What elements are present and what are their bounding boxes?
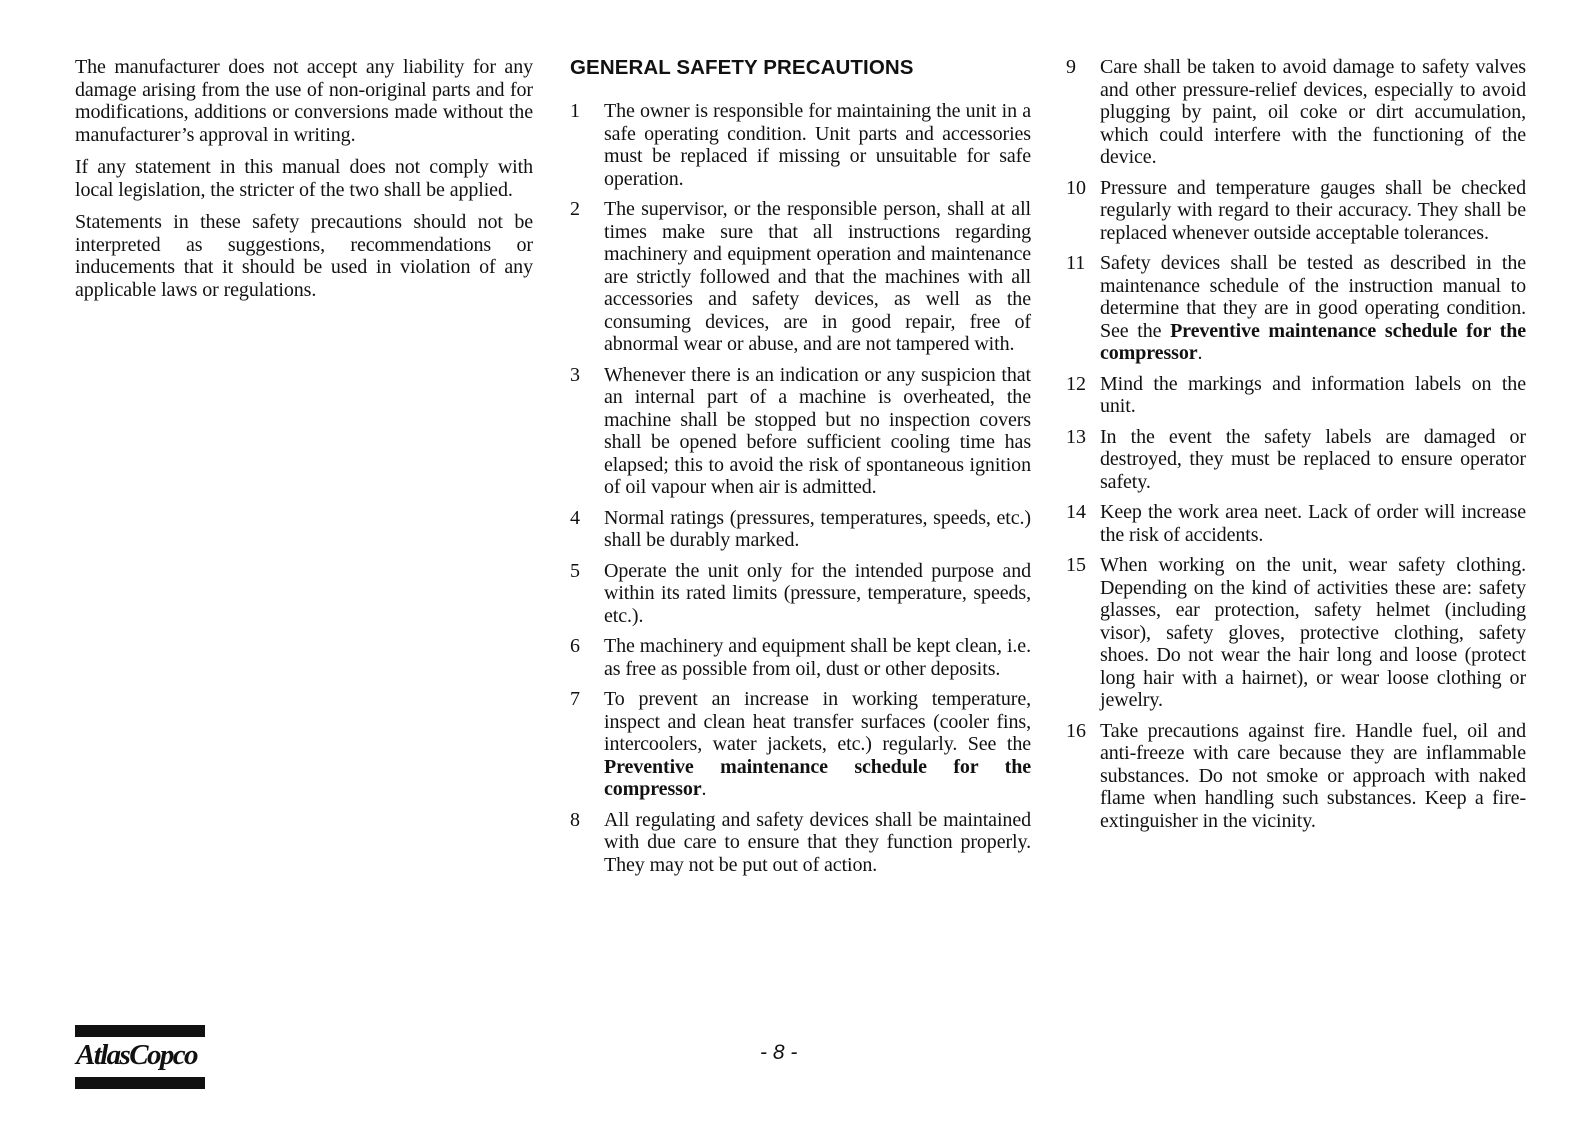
section-heading: GENERAL SAFETY PRECAUTIONS (570, 56, 914, 79)
item-text: Mind the markings and information labels on the unit. (1100, 372, 1526, 417)
item-number: 6 (570, 635, 580, 657)
item-number: 8 (570, 808, 580, 831)
item-text-emphasis: Preventive maintenance schedule for the compressor (604, 755, 1031, 800)
item-number: 5 (570, 559, 580, 582)
item-number: 4 (570, 506, 580, 529)
item-text-lead: Safety devices shall be tested as described in the maintenance schedule of the instruction manual to determine that they are in good operating condition. See the (1100, 252, 1526, 342)
item-text: The owner is responsible for maintaining the unit in a safe operating condition. Unit parts and accessories must be replaced if missing or unsuitable for safe operation. (604, 100, 1031, 190)
item-text-lead: To prevent an increase in working temperature, inspect and clean heat transfer surfaces (cooler fins, intercoolers, water jackets, etc.) regularly. See the (604, 688, 1031, 755)
precaution-item (1066, 501, 1526, 546)
precaution-item (1066, 373, 1526, 418)
item-number: 15 (1066, 554, 1086, 576)
item-text: Operate the unit only for the intended purpose and within its rated limits (pressure, temperature, speeds, etc.). (604, 559, 1031, 627)
item-number: 7 (570, 688, 580, 710)
page-number: - 8 - (760, 1041, 798, 1064)
precaution-item (1066, 56, 1526, 169)
item-text: Care shall be taken to avoid damage to safety valves and other pressure-relief devices, especially to avoid plugging by paint, oil coke or dirt accumulation, which could interfere with the functioning of the device. (1100, 56, 1526, 168)
item-number: 11 (1066, 252, 1086, 274)
precaution-item (570, 100, 1031, 190)
item-text-tail: . (1197, 342, 1203, 364)
item-text: In the event the safety labels are damaged or destroyed, they must be replaced to ensure operator safety. (1100, 425, 1526, 493)
item-number: 13 (1066, 425, 1086, 448)
precaution-item (570, 635, 1031, 680)
precaution-item (1066, 252, 1526, 365)
intro-column (75, 56, 533, 311)
precaution-item (570, 688, 1031, 801)
item-text: Pressure and temperature gauges shall be checked regularly with regard to their accuracy. They shall be replaced whenever outside acceptable tolerances. (1100, 176, 1526, 244)
item-text: When working on the unit, wear safety clothing. Depending on the kind of activities these are: safety glasses, ear protection, safety helmet (including visor), safety gloves, protective clothing, safety shoes. Do not wear the hair long and loose (protect long hair with a hairnet), or wear loose clothing or jewelry. (1100, 554, 1526, 711)
precautions-column-1 (570, 56, 1031, 884)
item-number: 1 (570, 100, 580, 122)
item-text-tail: . (701, 778, 707, 800)
intro-paragraph: If any statement in this manual does not comply with local legislation, the stricter of the two shall be applied. (75, 156, 533, 201)
item-text: The supervisor, or the responsible person, shall at all times make sure that all instructions regarding machinery and equipment operation and maintenance are strictly followed and that the machines with all accessories and safety devices, as well as the consuming devices, are in good repair, free of abnormal wear or abuse, and are not tampered with. (604, 198, 1031, 355)
precaution-item (1066, 177, 1526, 245)
item-number: 14 (1066, 501, 1086, 523)
item-number: 10 (1066, 176, 1086, 199)
intro-paragraph: The manufacturer does not accept any liability for any damage arising from the use of non-original parts and for modifications, additions or conversions made without the manufacturer’s approval in writing. (75, 56, 533, 146)
item-text-emphasis: Preventive maintenance schedule for the compressor (1100, 319, 1527, 364)
precaution-item (570, 507, 1031, 552)
precaution-item (1066, 720, 1526, 833)
item-text: The machinery and equipment shall be kept clean, i.e. as free as possible from oil, dust or other deposits. (604, 635, 1031, 680)
item-text: Keep the work area neet. Lack of order will increase the risk of accidents. (1100, 501, 1526, 546)
item-text: Normal ratings (pressures, temperatures, speeds, etc.) shall be durably marked. (604, 506, 1031, 551)
item-text (604, 688, 1031, 801)
precaution-item (1066, 554, 1526, 712)
logo-wordmark: AtlasCopco (76, 1039, 197, 1071)
logo-bar-bottom (75, 1077, 205, 1089)
precaution-item (570, 364, 1031, 499)
precautions-column-2 (1066, 56, 1526, 840)
logo-bar-top (75, 1025, 205, 1037)
item-text: All regulating and safety devices shall be maintained with due care to ensure that they function properly. They may not be put out of action. (604, 808, 1031, 876)
item-number: 3 (570, 363, 580, 386)
precaution-item (1066, 426, 1526, 494)
item-text: Whenever there is an indication or any suspicion that an internal part of a machine is overheated, the machine shall be stopped but no inspection covers shall be opened before sufficient cooling time has elapsed; this to avoid the risk of spontaneous ignition of oil vapour when air is admitted. (604, 363, 1031, 498)
precaution-item (570, 809, 1031, 877)
item-number: 12 (1066, 372, 1086, 395)
item-number: 16 (1066, 719, 1086, 742)
item-number: 2 (570, 198, 580, 220)
intro-paragraph: Statements in these safety precautions should not be interpreted as suggestions, recommendations or inducements that it should be used in violation of any applicable laws or regulations. (75, 211, 533, 301)
precaution-item (570, 560, 1031, 628)
atlas-copco-logo (75, 1025, 205, 1089)
precaution-item (570, 198, 1031, 356)
item-number: 9 (1066, 56, 1076, 78)
item-text: Take precautions against fire. Handle fuel, oil and anti-freeze with care because they are inflammable substances. Do not smoke or approach with naked flame when handling such substances. Keep a fire-extinguisher in the vicinity. (1100, 719, 1526, 832)
item-text (1100, 252, 1526, 365)
